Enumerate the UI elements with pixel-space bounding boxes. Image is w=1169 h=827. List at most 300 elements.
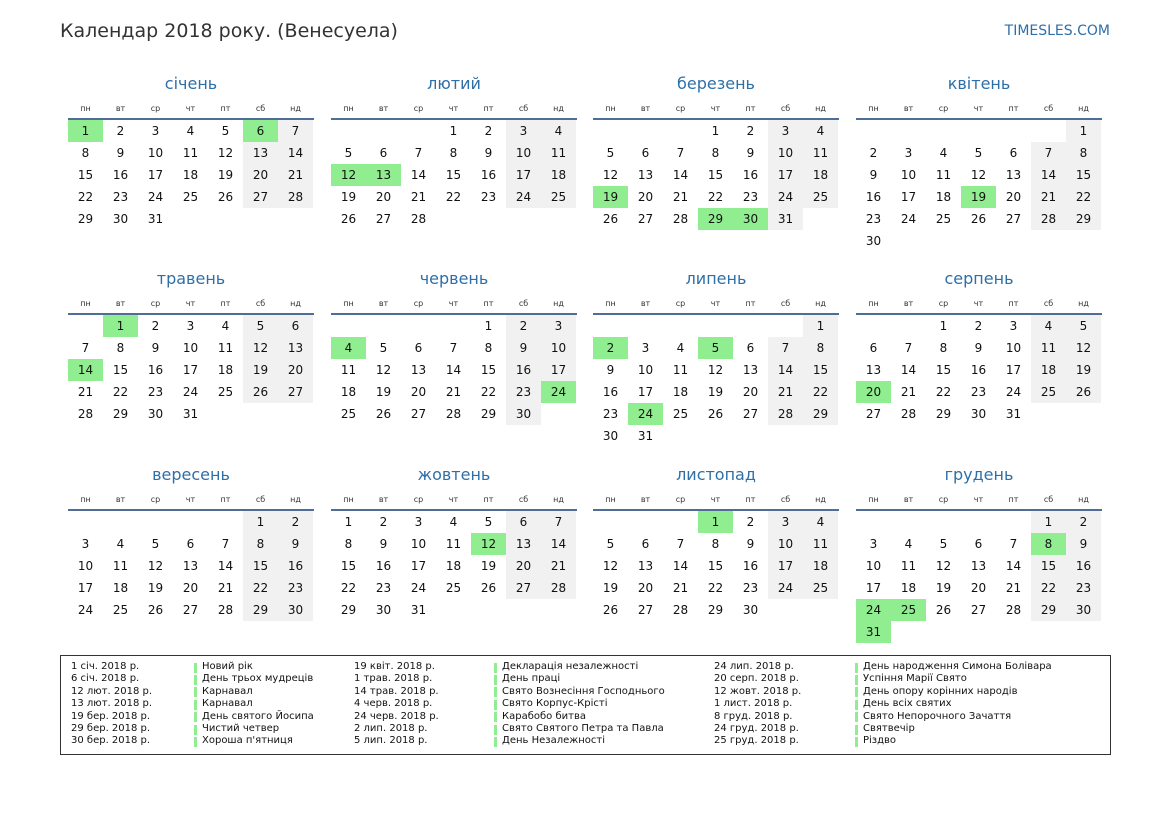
day-cell: 11	[672, 363, 689, 377]
day-cell: 10	[768, 142, 803, 164]
day-cell: 12	[217, 146, 234, 160]
day-cell: 22	[1066, 186, 1101, 208]
day-cell: 2	[379, 515, 388, 529]
weekday-label: нд	[815, 495, 826, 504]
day-cell: 9	[869, 168, 878, 182]
month-name: квітень	[947, 74, 1011, 93]
weekday-label: нд	[290, 104, 301, 113]
holiday-name: Свято Святого Петра та Павла	[502, 723, 664, 734]
month-3	[593, 74, 839, 252]
holiday-date: 8 груд. 2018 р.	[714, 710, 793, 722]
day-cell: 10	[900, 168, 917, 182]
day-cell: 7	[1031, 142, 1066, 164]
weekday-label: ср	[675, 104, 686, 113]
day-cell: 13	[637, 559, 654, 573]
holiday-day-cell: 12	[471, 533, 506, 555]
weekday-label: нд	[1078, 495, 1089, 504]
day-cell: 14	[541, 533, 576, 555]
holiday-day-cell: 19	[593, 186, 628, 208]
day-cell: 29	[112, 407, 129, 421]
day-cell: 2	[506, 315, 541, 337]
day-cell: 31	[637, 429, 654, 443]
holiday-date: 5 лип. 2018 р.	[354, 735, 428, 747]
day-cell: 25	[935, 212, 952, 226]
day-cell: 6	[506, 511, 541, 533]
day-cell: 21	[672, 190, 689, 204]
day-cell: 11	[900, 559, 917, 573]
day-cell: 5	[974, 146, 983, 160]
day-cell: 10	[147, 146, 164, 160]
day-cell: 8	[243, 533, 278, 555]
holiday-day-cell: 8	[1031, 533, 1066, 555]
day-cell: 24	[182, 385, 199, 399]
holiday-marker	[194, 675, 197, 685]
day-cell: 3	[414, 515, 423, 529]
day-cell: 2	[151, 319, 160, 333]
holiday-date: 1 лист. 2018 р.	[714, 698, 793, 710]
day-cell: 20	[182, 581, 199, 595]
day-cell: 5	[243, 315, 278, 337]
holiday-marker	[855, 700, 858, 710]
month-9	[68, 465, 314, 643]
day-cell: 4	[904, 537, 913, 551]
day-cell: 7	[541, 511, 576, 533]
day-cell: 17	[541, 359, 576, 381]
month-name: серпень	[944, 269, 1014, 288]
day-cell: 22	[480, 385, 497, 399]
weekday-label: пн	[80, 104, 91, 113]
day-cell: 17	[768, 555, 803, 577]
day-cell: 31	[182, 407, 199, 421]
weekday-label: ср	[675, 299, 686, 308]
day-cell: 12	[602, 168, 619, 182]
day-cell: 19	[375, 385, 392, 399]
day-cell: 21	[217, 581, 234, 595]
holiday-name: День народження Симона Болівара	[863, 661, 1052, 672]
day-cell: 17	[77, 581, 94, 595]
weekday-label: вт	[378, 495, 389, 504]
day-cell: 10	[506, 142, 541, 164]
weekday-label: пт	[745, 495, 756, 504]
holiday-marker	[194, 700, 197, 710]
day-cell: 5	[1066, 315, 1101, 337]
weekday-label: вт	[903, 495, 914, 504]
day-cell: 27	[506, 577, 541, 599]
weekday-label: чт	[185, 299, 196, 308]
day-cell: 2	[746, 515, 755, 529]
day-cell: 12	[707, 363, 724, 377]
day-cell: 21	[541, 555, 576, 577]
day-cell: 17	[637, 385, 654, 399]
weekday-label: вт	[640, 299, 651, 308]
month-11	[593, 465, 839, 643]
weekday-label: ср	[938, 104, 949, 113]
weekday-label: вт	[640, 495, 651, 504]
holiday-name: Святвечір	[863, 723, 915, 734]
weekday-label: ср	[150, 495, 161, 504]
day-cell: 7	[81, 341, 90, 355]
month-name: березень	[677, 74, 755, 93]
day-cell: 2	[484, 124, 493, 138]
day-cell: 15	[707, 168, 724, 182]
holiday-marker	[494, 675, 497, 685]
holiday-name: День Незалежності	[502, 735, 606, 747]
day-cell: 22	[77, 190, 94, 204]
holiday-name: Успіння Марії Свято	[863, 673, 967, 685]
day-cell: 26	[707, 407, 724, 421]
day-cell: 16	[147, 363, 164, 377]
day-cell: 26	[217, 190, 234, 204]
day-cell: 17	[1005, 363, 1022, 377]
day-cell: 3	[869, 537, 878, 551]
day-cell: 8	[939, 341, 948, 355]
day-cell: 23	[865, 212, 882, 226]
day-cell: 12	[243, 337, 278, 359]
weekday-label: ср	[150, 104, 161, 113]
holiday-date: 20 серп. 2018 р.	[714, 673, 799, 685]
day-cell: 5	[939, 537, 948, 551]
day-cell: 17	[768, 164, 803, 186]
day-cell: 4	[1031, 315, 1066, 337]
day-cell: 24	[77, 603, 94, 617]
day-cell: 18	[541, 164, 576, 186]
holiday-marker	[494, 687, 497, 697]
day-cell: 28	[410, 212, 427, 226]
day-cell: 28	[278, 186, 313, 208]
holiday-marker	[494, 663, 497, 673]
day-cell: 5	[606, 537, 615, 551]
day-cell: 3	[151, 124, 160, 138]
day-cell: 3	[506, 120, 541, 142]
weekday-label: пн	[343, 495, 354, 504]
day-cell: 25	[340, 407, 357, 421]
day-cell: 4	[676, 341, 685, 355]
holiday-date: 29 бер. 2018 р.	[71, 723, 151, 734]
day-cell: 18	[112, 581, 129, 595]
weekday-label: нд	[290, 495, 301, 504]
day-cell: 11	[217, 341, 234, 355]
day-cell: 29	[77, 212, 94, 226]
day-cell: 15	[112, 363, 129, 377]
weekday-label: сб	[255, 104, 266, 113]
weekday-label: сб	[1043, 299, 1054, 308]
day-cell: 11	[935, 168, 952, 182]
day-cell: 6	[379, 146, 388, 160]
day-cell: 15	[480, 363, 497, 377]
holiday-name: Свято Корпус-Крісті	[502, 698, 608, 710]
weekday-label: пт	[1008, 495, 1019, 504]
day-cell: 19	[217, 168, 234, 182]
day-cell: 23	[147, 385, 164, 399]
day-cell: 7	[904, 341, 913, 355]
weekday-label: ср	[938, 299, 949, 308]
weekday-label: нд	[553, 104, 564, 113]
day-cell: 9	[1066, 533, 1101, 555]
month-1	[68, 74, 314, 252]
holiday-day-cell: 14	[68, 359, 103, 381]
day-cell: 6	[186, 537, 195, 551]
day-cell: 13	[970, 559, 987, 573]
month-name: жовтень	[417, 465, 491, 484]
day-cell: 12	[375, 363, 392, 377]
month-name: січень	[164, 74, 218, 93]
day-cell: 25	[803, 577, 838, 599]
day-cell: 11	[803, 142, 838, 164]
holiday-name: Свято Непорочного Зачаття	[863, 710, 1012, 722]
weekday-label: ср	[413, 104, 424, 113]
day-cell: 7	[221, 537, 230, 551]
day-cell: 1	[711, 124, 720, 138]
brand-link[interactable]: TIMESLES.COM	[1004, 23, 1110, 39]
day-cell: 8	[449, 146, 458, 160]
weekday-label: пн	[343, 299, 354, 308]
holiday-marker	[855, 725, 858, 735]
day-cell: 27	[410, 407, 427, 421]
day-cell: 23	[506, 381, 541, 403]
day-cell: 15	[243, 555, 278, 577]
holiday-name: Карабобо битва	[502, 710, 586, 722]
day-cell: 16	[970, 363, 987, 377]
day-cell: 20	[637, 190, 654, 204]
holiday-marker	[855, 712, 858, 722]
day-cell: 28	[672, 212, 689, 226]
holiday-name: День праці	[502, 673, 561, 685]
day-cell: 4	[803, 120, 838, 142]
day-cell: 10	[865, 559, 882, 573]
day-cell: 10	[768, 533, 803, 555]
day-cell: 23	[278, 577, 313, 599]
weekday-label: пт	[220, 495, 231, 504]
day-cell: 1	[484, 319, 493, 333]
day-cell: 3	[641, 341, 650, 355]
holiday-marker	[494, 712, 497, 722]
month-name: грудень	[944, 465, 1014, 484]
day-cell: 14	[217, 559, 234, 573]
holiday-date: 12 жовт. 2018 р.	[714, 685, 802, 697]
weekday-label: чт	[185, 104, 196, 113]
day-cell: 1	[243, 511, 278, 533]
day-cell: 4	[541, 120, 576, 142]
weekday-label: вт	[903, 104, 914, 113]
day-cell: 26	[147, 603, 164, 617]
day-cell: 7	[1009, 537, 1018, 551]
day-cell: 15	[803, 359, 838, 381]
day-cell: 10	[182, 341, 199, 355]
weekday-label: пт	[1008, 104, 1019, 113]
day-cell: 1	[803, 315, 838, 337]
day-cell: 29	[243, 599, 278, 621]
weekday-label: нд	[815, 104, 826, 113]
day-cell: 20	[506, 555, 541, 577]
day-cell: 26	[970, 212, 987, 226]
day-cell: 7	[676, 537, 685, 551]
holiday-marker	[194, 712, 197, 722]
day-cell: 29	[707, 603, 724, 617]
holiday-date: 4 черв. 2018 р.	[354, 698, 433, 710]
weekday-label: пт	[745, 299, 756, 308]
day-cell: 29	[803, 403, 838, 425]
holiday-day-cell: 24	[541, 381, 576, 403]
weekday-label: вт	[115, 299, 126, 308]
day-cell: 26	[480, 581, 497, 595]
month-5	[68, 269, 314, 447]
day-cell: 2	[746, 124, 755, 138]
day-cell: 12	[1066, 337, 1101, 359]
day-cell: 8	[344, 537, 353, 551]
day-cell: 12	[147, 559, 164, 573]
day-cell: 25	[217, 385, 234, 399]
day-cell: 22	[112, 385, 129, 399]
day-cell: 3	[81, 537, 90, 551]
day-cell: 17	[900, 190, 917, 204]
day-cell: 30	[1066, 599, 1101, 621]
day-cell: 4	[221, 319, 230, 333]
day-cell: 31	[768, 208, 803, 230]
day-cell: 29	[340, 603, 357, 617]
day-cell: 13	[182, 559, 199, 573]
weekday-label: нд	[815, 299, 826, 308]
day-cell: 18	[445, 559, 462, 573]
day-cell: 27	[243, 186, 278, 208]
day-cell: 13	[1005, 168, 1022, 182]
day-cell: 28	[1031, 208, 1066, 230]
day-cell: 20	[637, 581, 654, 595]
day-cell: 25	[541, 186, 576, 208]
day-cell: 19	[340, 190, 357, 204]
day-cell: 19	[602, 581, 619, 595]
day-cell: 18	[935, 190, 952, 204]
day-cell: 21	[278, 164, 313, 186]
holiday-day-cell: 31	[856, 621, 891, 643]
day-cell: 28	[445, 407, 462, 421]
weekday-label: пт	[1008, 299, 1019, 308]
holiday-day-cell: 29	[698, 208, 733, 230]
day-cell: 10	[77, 559, 94, 573]
day-cell: 11	[182, 146, 199, 160]
holiday-marker	[855, 663, 858, 673]
holiday-name: День опору корінних народів	[863, 685, 1018, 697]
holiday-date: 1 січ. 2018 р.	[71, 661, 140, 672]
day-cell: 15	[77, 168, 94, 182]
day-cell: 25	[445, 581, 462, 595]
day-cell: 27	[970, 603, 987, 617]
weekday-label: пт	[483, 104, 494, 113]
day-cell: 1	[344, 515, 353, 529]
holiday-day-cell: 1	[103, 315, 138, 337]
day-cell: 16	[278, 555, 313, 577]
day-cell: 9	[484, 146, 493, 160]
holiday-date: 12 лют. 2018 р.	[71, 685, 153, 697]
weekday-label: сб	[780, 104, 791, 113]
holiday-date: 25 груд. 2018 р.	[714, 735, 799, 747]
weekday-label: сб	[780, 299, 791, 308]
day-cell: 15	[707, 559, 724, 573]
day-cell: 19	[707, 385, 724, 399]
day-cell: 6	[869, 341, 878, 355]
day-cell: 14	[768, 359, 803, 381]
holiday-name: Карнавал	[202, 698, 253, 710]
day-cell: 16	[375, 559, 392, 573]
day-cell: 8	[81, 146, 90, 160]
day-cell: 23	[480, 190, 497, 204]
holiday-date: 19 квіт. 2018 р.	[354, 661, 435, 672]
day-cell: 29	[480, 407, 497, 421]
day-cell: 1	[939, 319, 948, 333]
day-cell: 18	[182, 168, 199, 182]
holiday-day-cell: 24	[856, 599, 891, 621]
day-cell: 11	[445, 537, 462, 551]
day-cell: 17	[147, 168, 164, 182]
day-cell: 30	[602, 429, 619, 443]
day-cell: 20	[278, 359, 313, 381]
holiday-name: Різдво	[863, 735, 897, 747]
day-cell: 16	[602, 385, 619, 399]
weekday-label: чт	[973, 495, 984, 504]
day-cell: 13	[637, 168, 654, 182]
holiday-marker	[855, 687, 858, 697]
day-cell: 30	[375, 603, 392, 617]
weekday-label: сб	[518, 299, 529, 308]
day-cell: 23	[375, 581, 392, 595]
day-cell: 13	[506, 533, 541, 555]
weekday-label: чт	[973, 299, 984, 308]
day-cell: 4	[449, 515, 458, 529]
day-cell: 14	[672, 559, 689, 573]
weekday-label: ср	[150, 299, 161, 308]
page-title: Календар 2018 року. (Венесуела)	[60, 20, 398, 42]
day-cell: 27	[637, 212, 654, 226]
holiday-marker	[494, 737, 497, 747]
day-cell: 16	[742, 168, 759, 182]
weekday-label: чт	[710, 104, 721, 113]
day-cell: 11	[1031, 337, 1066, 359]
day-cell: 27	[742, 407, 759, 421]
holiday-name: День всіх святих	[863, 698, 952, 710]
day-cell: 13	[278, 337, 313, 359]
day-cell: 3	[768, 120, 803, 142]
day-cell: 15	[1031, 555, 1066, 577]
day-cell: 30	[970, 407, 987, 421]
day-cell: 17	[865, 581, 882, 595]
holiday-name: Свято Вознесіння Господнього	[502, 685, 665, 697]
day-cell: 18	[1031, 359, 1066, 381]
day-cell: 1	[449, 124, 458, 138]
day-cell: 21	[410, 190, 427, 204]
day-cell: 8	[711, 537, 720, 551]
month-10	[331, 465, 577, 643]
day-cell: 2	[974, 319, 983, 333]
holiday-day-cell: 20	[856, 381, 891, 403]
month-6	[331, 269, 577, 447]
day-cell: 5	[221, 124, 230, 138]
weekday-label: вт	[115, 495, 126, 504]
weekday-label: чт	[448, 495, 459, 504]
weekday-label: нд	[1078, 299, 1089, 308]
day-cell: 17	[506, 164, 541, 186]
holiday-marker	[494, 725, 497, 735]
day-cell: 4	[803, 511, 838, 533]
day-cell: 2	[116, 124, 125, 138]
day-cell: 9	[116, 146, 125, 160]
day-cell: 10	[541, 337, 576, 359]
day-cell: 23	[742, 190, 759, 204]
holiday-date: 30 бер. 2018 р.	[71, 735, 151, 747]
day-cell: 30	[112, 212, 129, 226]
holiday-name: Чистий четвер	[202, 723, 280, 734]
holiday-date: 24 груд. 2018 р.	[714, 723, 799, 734]
weekday-label: пт	[220, 299, 231, 308]
day-cell: 4	[116, 537, 125, 551]
